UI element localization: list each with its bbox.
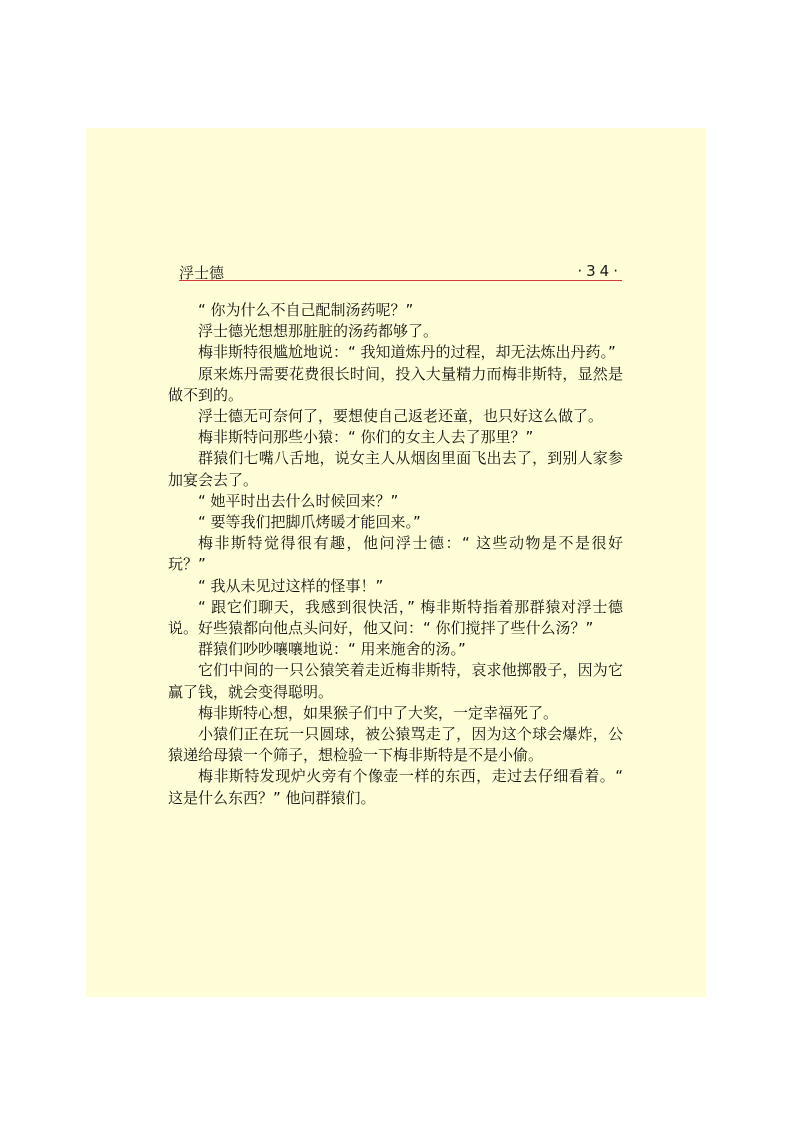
body-text	[168, 300, 623, 809]
paragraph: 梅非斯特觉得很有趣，他问浮士德：“ 这些动物是不是很好玩？”	[168, 534, 623, 574]
paragraph: “ 要等我们把脚爪烤暖才能回来。”	[198, 513, 421, 532]
page-number: ·34·	[577, 262, 622, 280]
paragraph: 梅非斯特很尴尬地说：“ 我知道炼丹的过程，却无法炼出丹药。”	[198, 343, 616, 362]
paragraph: 浮士德光想想那脏脏的汤药都够了。	[198, 322, 439, 341]
paragraph: 梅非斯特问那些小猿：“ 你们的女主人去了那里？”	[198, 428, 534, 447]
paragraph: 梅非斯特发现炉火旁有个像壶一样的东西，走过去仔细看着。“ 这是什么东西？” 他问群猿们。	[168, 767, 623, 807]
paragraph: 群猿们七嘴八舌地，说女主人从烟囱里面飞出去了，到别人家参加宴会去了。	[168, 449, 623, 489]
paragraph: “ 我从未见过这样的怪事！”	[198, 576, 384, 595]
paragraph: 浮士德无可奈何了，要想使自己返老还童，也只好这么做了。	[198, 407, 604, 426]
paragraph: 群猿们吵吵嚷嚷地说：“ 用来施舍的汤。”	[198, 640, 466, 659]
paragraph: 小猿们正在玩一只圆球，被公猿骂走了，因为这个球会爆炸，公猿递给母猿一个筛子，想检验一下梅非斯特是不是小偷。	[168, 725, 623, 765]
paragraph: 梅非斯特心想，如果猴子们中了大奖，一定幸福死了。	[198, 703, 559, 722]
paragraph: “ 跟它们聊天，我感到很快活，” 梅非斯特指着那群猿对浮士德说。好些猿都向他点头问好，他又问：“ 你们搅拌了些什么汤？”	[168, 597, 623, 638]
book-title: 浮士德	[179, 264, 225, 282]
running-header	[179, 262, 622, 281]
paragraph: 原来炼丹需要花费很长时间，投入大量精力而梅非斯特，显然是做不到的。	[168, 364, 623, 404]
paragraph: “ 你为什么不自己配制汤药呢？”	[198, 301, 414, 319]
paragraph: “ 她平时出去什么时候回来？”	[198, 491, 399, 510]
paragraph: 它们中间的一只公猿笑着走近梅非斯特，哀求他掷骰子，因为它赢了钱，就会变得聪明。	[168, 661, 623, 701]
header-rule	[179, 280, 622, 281]
